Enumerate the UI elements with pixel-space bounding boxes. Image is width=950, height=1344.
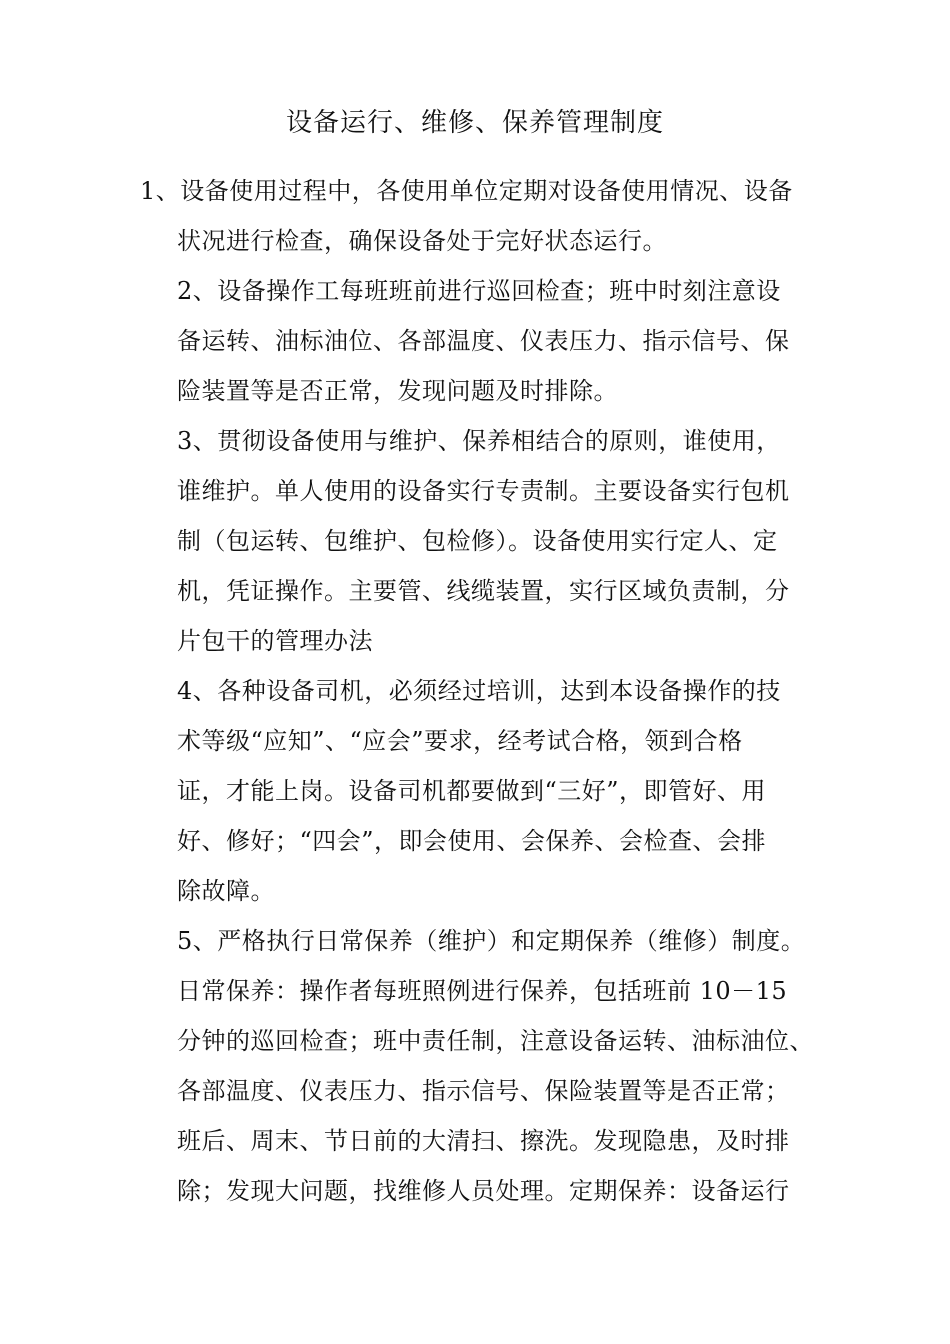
text-line: 术等级“应知”、“应会”要求，经考试合格，领到合格 (177, 727, 743, 755)
text-line: 好、修好；“四会”，即会使用、会保养、会检查、会排 (177, 827, 767, 855)
document-title: 设备运行、维修、保养管理制度 (285, 108, 664, 138)
text-line: 1、设备使用过程中，各使用单位定期对设备使用情况、设备 (140, 177, 793, 205)
text-line: 5、严格执行日常保养（维护）和定期保养（维修）制度。 (177, 927, 806, 955)
text-line: 日常保养：操作者每班照例进行保养，包括班前 10－15 (177, 977, 788, 1005)
text-line: 分钟的巡回检查；班中责任制，注意设备运转、油标油位、 (177, 1027, 814, 1055)
text-line: 2、设备操作工每班班前进行巡回检查；班中时刻注意设 (177, 277, 781, 305)
text-line: 制（包运转、包维护、包检修）。设备使用实行定人、定 (177, 527, 778, 555)
text-line: 3、贯彻设备使用与维护、保养相结合的原则，谁使用， (177, 427, 781, 455)
text-line: 片包干的管理办法 (177, 627, 373, 655)
text-line: 证，才能上岗。设备司机都要做到“三好”，即管好、用 (177, 777, 767, 805)
text-line: 除；发现大问题，找维修人员处理。定期保养：设备运行 (177, 1177, 790, 1205)
text-line: 备运转、油标油位、各部温度、仪表压力、指示信号、保 (177, 327, 790, 355)
text-line: 班后、周末、节日前的大清扫、擦洗。发现隐患，及时排 (177, 1127, 790, 1155)
text-line: 机，凭证操作。主要管、线缆装置，实行区域负责制，分 (177, 577, 790, 605)
text-line: 除故障。 (177, 877, 275, 905)
text-line: 谁维护。单人使用的设备实行专责制。主要设备实行包机 (177, 477, 790, 505)
text-line: 各部温度、仪表压力、指示信号、保险装置等是否正常； (177, 1077, 790, 1105)
text-line: 4、各种设备司机，必须经过培训，达到本设备操作的技 (177, 677, 781, 705)
text-line: 险装置等是否正常，发现问题及时排除。 (177, 377, 618, 405)
text-line: 状况进行检查，确保设备处于完好状态运行。 (177, 227, 667, 255)
